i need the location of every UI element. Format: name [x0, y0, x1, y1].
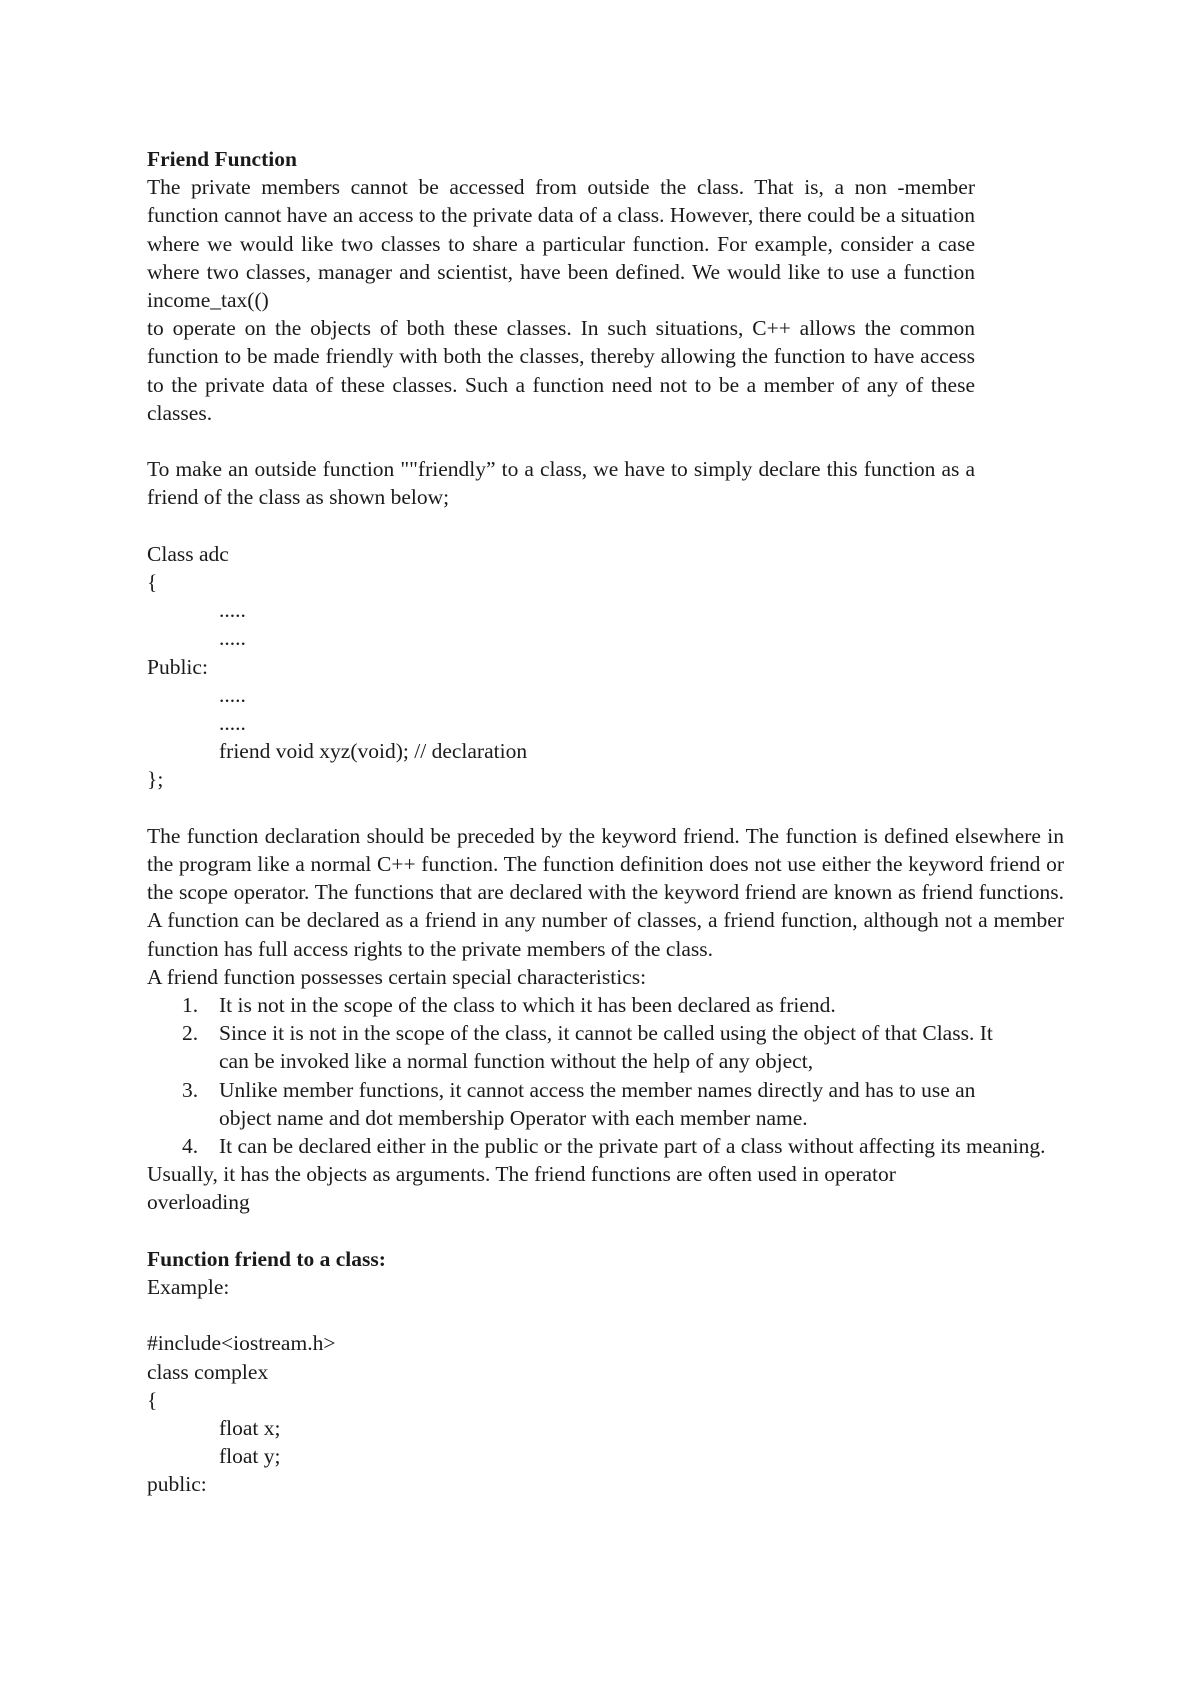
section-heading-friend-function: Friend Function: [147, 147, 297, 171]
code-line: };: [147, 767, 164, 792]
code-line: Public:: [147, 654, 208, 679]
list-item-text: It is not in the scope of the class to which it has been declared as friend.: [219, 993, 836, 1018]
code-line: .....: [219, 626, 246, 651]
paragraph-make-friendly: To make an outside function ""friendly” to a class, we have to simply declare this function as a friend of the class as shown below;: [147, 457, 975, 510]
list-item-number: 3.: [182, 1077, 199, 1102]
list-item-number: 1.: [182, 993, 199, 1018]
list-item-number: 2.: [182, 1021, 199, 1046]
section-heading-function-friend: Function friend to a class:: [147, 1246, 386, 1271]
list-item-text: Unlike member functions, it cannot access the member names directly and has to use an object name and dot membership Operator with each member name.: [219, 1077, 976, 1130]
paragraph-intro: The private members cannot be accessed from outside the class. That is, a non -member function cannot have an access to the private data of a class. However, there could be a situation where we would like two classes to share a particular function. For example, consider a case where two classes, manager and scientist, have been defined. We would like to use a function income_tax((): [147, 175, 975, 313]
list-item: [147, 1132, 1064, 1160]
code-block-declaration: [147, 540, 1064, 794]
code-line: Class adc: [147, 541, 229, 566]
paragraph-operate: to operate on the objects of both these classes. In such situations, C++ allows the common function to be made friendly with both the classes, thereby allowing the function to have access to the private data of these classes. Such a function need not to be a member of any of these classes.: [147, 316, 975, 425]
code-line: #include<iostream.h>: [147, 1331, 336, 1356]
code-line: .....: [219, 682, 246, 707]
list-item-number: 4.: [182, 1134, 199, 1159]
characteristics-list: [147, 991, 1064, 1160]
code-block-example: [147, 1329, 1064, 1498]
document-page: [147, 145, 1064, 1499]
paragraph-declaration-rules: The function declaration should be preceded by the keyword friend. The function is defined elsewhere in the program like a normal C++ function. The function definition does not use either the keyword friend or the scope operator. The functions that are declared with the keyword friend are known as friend functions. A function can be declared as a friend in any number of classes, a friend function, although not a member function has full access rights to the private members of the class.: [147, 823, 1064, 961]
paragraph-usage: Usually, it has the objects as arguments. The friend functions are often used in operator overloading: [147, 1162, 896, 1215]
list-item: [147, 1019, 994, 1075]
example-label: Example:: [147, 1275, 230, 1300]
code-line: friend void xyz(void); // declaration: [219, 739, 528, 764]
code-line: float y;: [219, 1444, 281, 1469]
paragraph-characteristics-intro: A friend function possesses certain special characteristics:: [147, 964, 647, 989]
list-item-text: Since it is not in the scope of the class, it cannot be called using the object of that Class. It can be invoked like a normal function without the help of any object,: [219, 1021, 993, 1074]
code-line: .....: [219, 598, 246, 623]
code-line: float x;: [219, 1416, 281, 1441]
code-line: {: [147, 570, 158, 595]
code-line: class complex: [147, 1359, 269, 1384]
code-line: {: [147, 1387, 158, 1412]
list-item-text: It can be declared either in the public or the private part of a class without affecting its meaning.: [219, 1134, 1046, 1159]
code-line: .....: [219, 711, 246, 736]
list-item: [147, 1076, 994, 1132]
code-line: public:: [147, 1472, 207, 1497]
list-item: [147, 991, 1064, 1019]
